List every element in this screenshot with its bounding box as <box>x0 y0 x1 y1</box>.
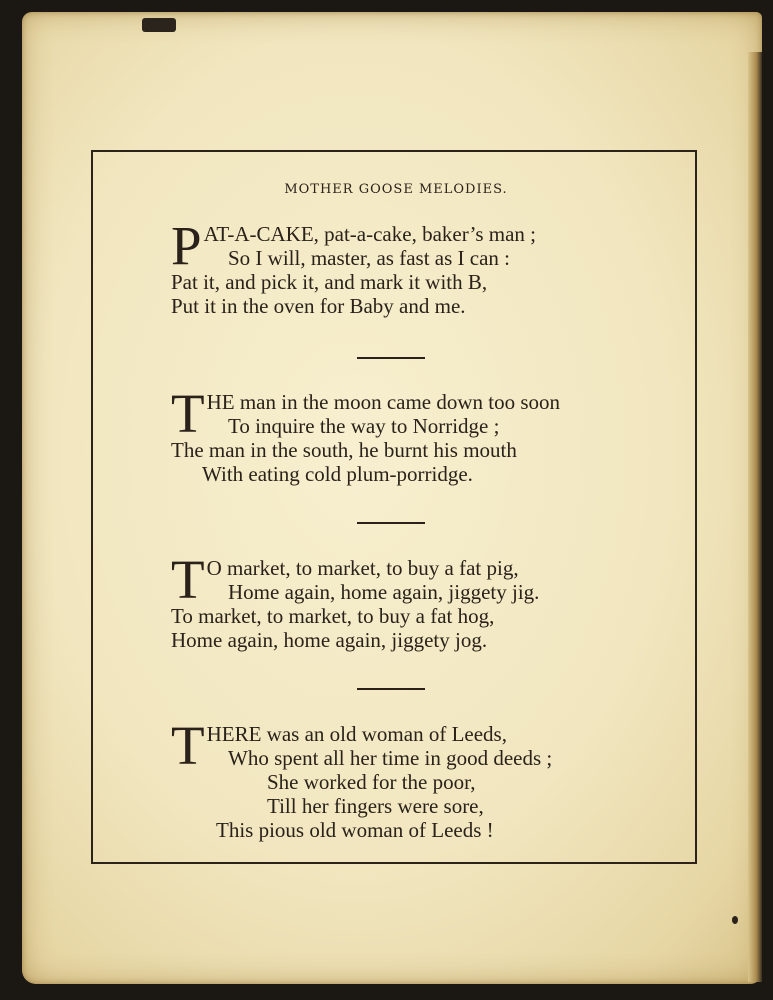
verse-line-4: Till her fingers were sore, <box>267 794 484 818</box>
section-rule <box>357 688 425 690</box>
running-head: MOTHER GOOSE MELODIES. <box>284 182 508 197</box>
verse-line-4: With eating cold plum-porridge. <box>202 462 473 486</box>
verse-line-3: She worked for the poor, <box>267 770 476 794</box>
verse-line-2: Home again, home again, jiggety jig. <box>228 580 540 604</box>
drop-cap: T <box>171 383 205 444</box>
drop-cap: T <box>171 549 205 610</box>
verse-line-4: Put it in the oven for Baby and me. <box>171 294 466 318</box>
verse-line-text: HE man in the moon came down too soon <box>206 390 561 414</box>
verse-line-text: HERE was an old woman of Leeds, <box>206 722 507 746</box>
drop-cap: T <box>171 715 205 776</box>
verse-line-3: To market, to market, to buy a fat hog, <box>171 604 495 628</box>
rhyme-to-market <box>171 549 540 652</box>
verse-line-3: Pat it, and pick it, and mark it with B, <box>171 270 488 294</box>
verse-line-2: To inquire the way to Norridge ; <box>228 414 500 438</box>
drop-cap: P <box>171 215 202 276</box>
verse-line-2: So I will, master, as fast as I can : <box>228 246 511 270</box>
verse-line-5: This pious old woman of Leeds ! <box>216 818 494 842</box>
verse-line-2: Who spent all her time in good deeds ; <box>228 746 553 770</box>
verse-line-4: Home again, home again, jiggety jog. <box>171 628 488 652</box>
rhyme-pat-a-cake <box>171 215 536 318</box>
ink-spot <box>732 916 738 924</box>
rhyme-old-woman-of-leeds <box>171 715 553 842</box>
section-rule <box>357 357 425 359</box>
paper-stain <box>142 18 176 32</box>
verse-line-3: The man in the south, he burnt his mouth <box>171 438 517 462</box>
text-frame <box>91 150 697 864</box>
verse-line-text: O market, to market, to buy a fat pig, <box>206 556 519 580</box>
verse-line-text: AT-A-CAKE, pat-a-cake, baker’s man ; <box>203 222 536 246</box>
page-edge <box>748 52 762 982</box>
rhyme-man-in-the-moon <box>171 383 561 486</box>
section-rule <box>357 522 425 524</box>
